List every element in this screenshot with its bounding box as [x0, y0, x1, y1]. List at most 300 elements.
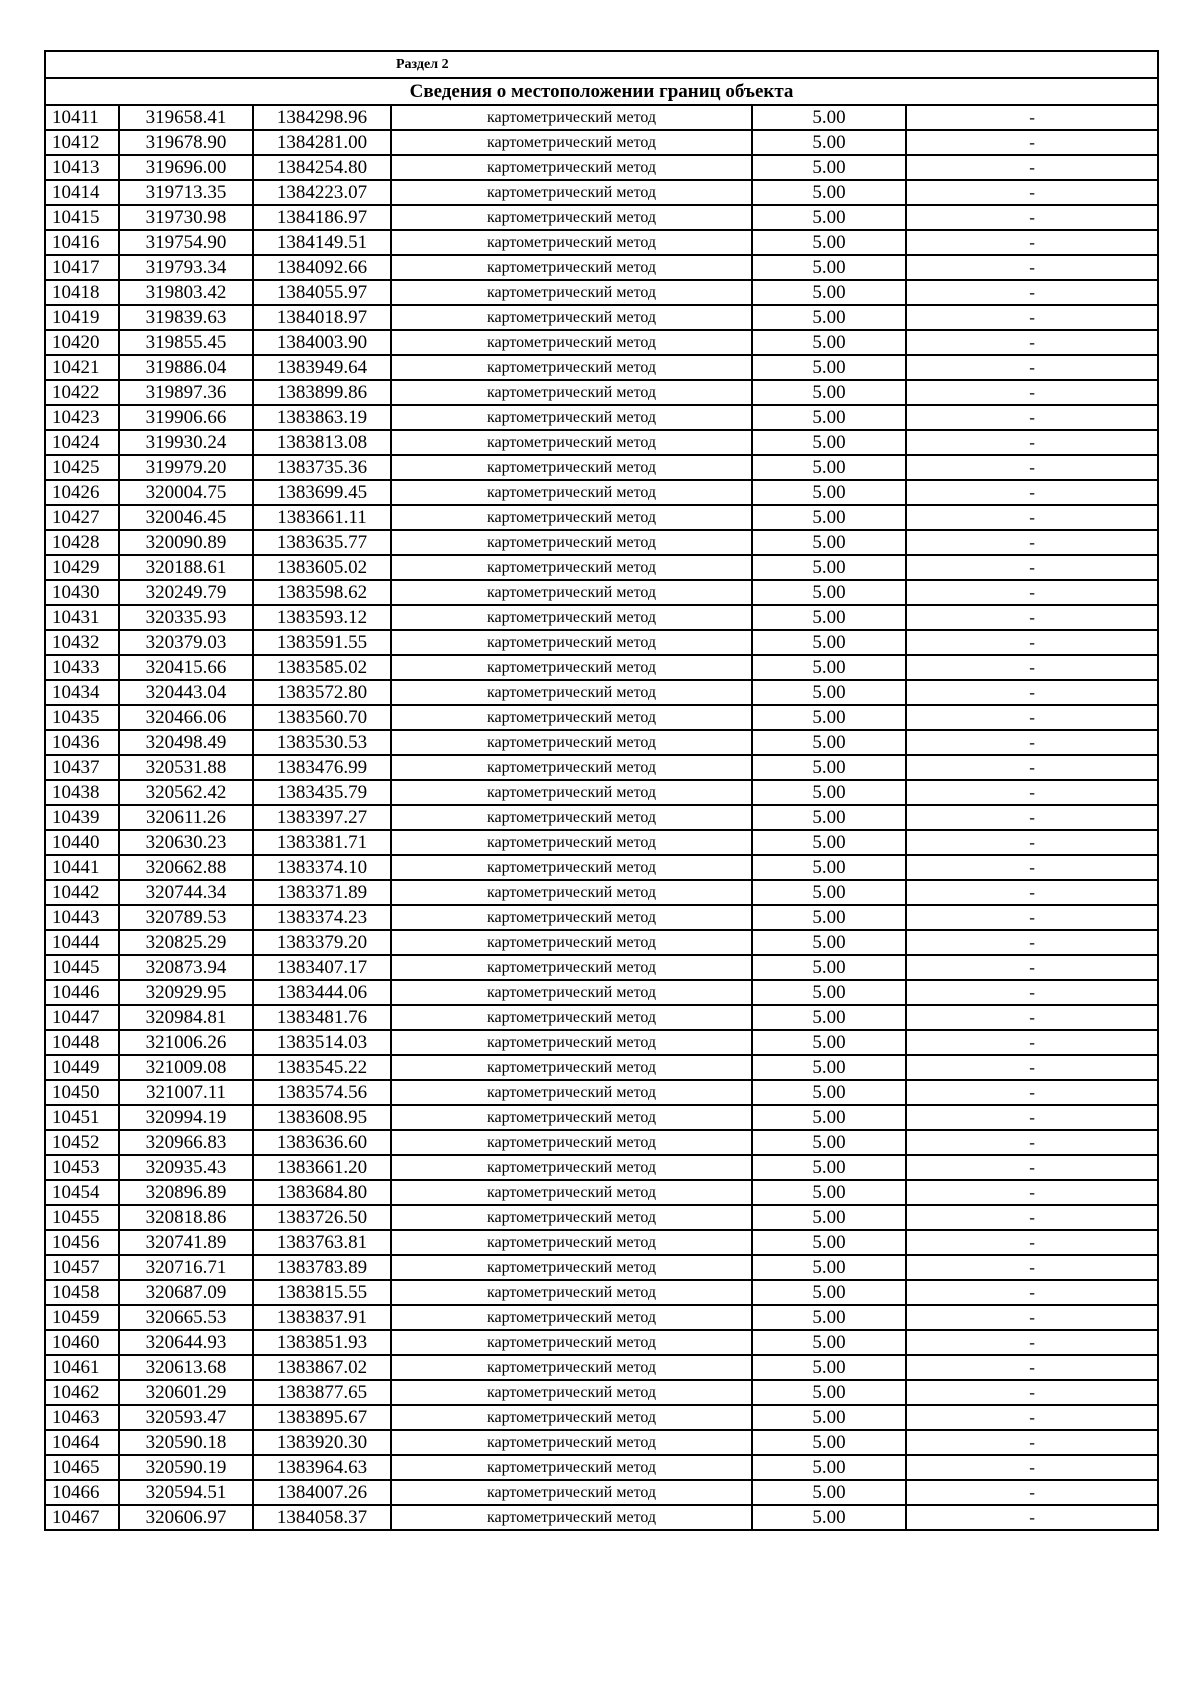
table-row [45, 1405, 1158, 1430]
table-row [45, 855, 1158, 880]
method-cell: картометрический метод [391, 280, 752, 305]
point-number-cell: 10431 [45, 605, 119, 630]
x-coordinate-cell: 320825.29 [119, 930, 253, 955]
x-coordinate-cell: 319930.24 [119, 430, 253, 455]
table-row [45, 830, 1158, 855]
point-number-cell: 10441 [45, 855, 119, 880]
table-row [45, 305, 1158, 330]
table-row [45, 730, 1158, 755]
table-row [45, 1480, 1158, 1505]
point-number-cell: 10451 [45, 1105, 119, 1130]
point-number-cell: 10428 [45, 530, 119, 555]
point-number-cell: 10457 [45, 1255, 119, 1280]
table-row [45, 430, 1158, 455]
point-number-cell: 10464 [45, 1430, 119, 1455]
y-coordinate-cell: 1383899.86 [253, 380, 391, 405]
accuracy-cell: 5.00 [752, 480, 906, 505]
x-coordinate-cell: 320188.61 [119, 555, 253, 580]
x-coordinate-cell: 320593.47 [119, 1405, 253, 1430]
x-coordinate-cell: 320498.49 [119, 730, 253, 755]
method-cell: картометрический метод [391, 1155, 752, 1180]
accuracy-cell: 5.00 [752, 355, 906, 380]
method-cell: картометрический метод [391, 130, 752, 155]
x-coordinate-cell: 320896.89 [119, 1180, 253, 1205]
note-cell: - [906, 1130, 1158, 1155]
method-cell: картометрический метод [391, 505, 752, 530]
x-coordinate-cell: 320590.18 [119, 1430, 253, 1455]
accuracy-cell: 5.00 [752, 855, 906, 880]
point-number-cell: 10417 [45, 255, 119, 280]
y-coordinate-cell: 1383661.20 [253, 1155, 391, 1180]
accuracy-cell: 5.00 [752, 1280, 906, 1305]
note-cell: - [906, 205, 1158, 230]
x-coordinate-cell: 320594.51 [119, 1480, 253, 1505]
method-cell: картометрический метод [391, 1055, 752, 1080]
accuracy-cell: 5.00 [752, 230, 906, 255]
method-cell: картометрический метод [391, 555, 752, 580]
y-coordinate-cell: 1383476.99 [253, 755, 391, 780]
accuracy-cell: 5.00 [752, 605, 906, 630]
method-cell: картометрический метод [391, 980, 752, 1005]
note-cell: - [906, 580, 1158, 605]
note-cell: - [906, 1205, 1158, 1230]
method-cell: картометрический метод [391, 1030, 752, 1055]
method-cell: картометрический метод [391, 1305, 752, 1330]
x-coordinate-cell: 320741.89 [119, 1230, 253, 1255]
point-number-cell: 10433 [45, 655, 119, 680]
y-coordinate-cell: 1383593.12 [253, 605, 391, 630]
method-cell: картометрический метод [391, 930, 752, 955]
method-cell: картометрический метод [391, 105, 752, 130]
method-cell: картометрический метод [391, 1455, 752, 1480]
note-cell: - [906, 355, 1158, 380]
note-cell: - [906, 1355, 1158, 1380]
method-cell: картометрический метод [391, 755, 752, 780]
point-number-cell: 10446 [45, 980, 119, 1005]
accuracy-cell: 5.00 [752, 980, 906, 1005]
point-number-cell: 10453 [45, 1155, 119, 1180]
y-coordinate-cell: 1383574.56 [253, 1080, 391, 1105]
y-coordinate-cell: 1384281.00 [253, 130, 391, 155]
x-coordinate-cell: 321009.08 [119, 1055, 253, 1080]
y-coordinate-cell: 1383591.55 [253, 630, 391, 655]
accuracy-cell: 5.00 [752, 1055, 906, 1080]
table-row [45, 1205, 1158, 1230]
note-cell: - [906, 305, 1158, 330]
note-cell: - [906, 430, 1158, 455]
note-cell: - [906, 1305, 1158, 1330]
y-coordinate-cell: 1383514.03 [253, 1030, 391, 1055]
note-cell: - [906, 1455, 1158, 1480]
accuracy-cell: 5.00 [752, 1255, 906, 1280]
method-cell: картометрический метод [391, 880, 752, 905]
y-coordinate-cell: 1384018.97 [253, 305, 391, 330]
table-row [45, 1505, 1158, 1530]
table-row [45, 930, 1158, 955]
table-row [45, 405, 1158, 430]
accuracy-cell: 5.00 [752, 1080, 906, 1105]
method-cell: картометрический метод [391, 1005, 752, 1030]
x-coordinate-cell: 319855.45 [119, 330, 253, 355]
y-coordinate-cell: 1384223.07 [253, 180, 391, 205]
point-number-cell: 10462 [45, 1380, 119, 1405]
accuracy-cell: 5.00 [752, 1030, 906, 1055]
point-number-cell: 10459 [45, 1305, 119, 1330]
x-coordinate-cell: 320716.71 [119, 1255, 253, 1280]
table-row [45, 955, 1158, 980]
method-cell: картометрический метод [391, 1205, 752, 1230]
note-cell: - [906, 780, 1158, 805]
method-cell: картометрический метод [391, 305, 752, 330]
method-cell: картометрический метод [391, 705, 752, 730]
method-cell: картометрический метод [391, 230, 752, 255]
note-cell: - [906, 1105, 1158, 1130]
accuracy-cell: 5.00 [752, 1005, 906, 1030]
point-number-cell: 10437 [45, 755, 119, 780]
note-cell: - [906, 380, 1158, 405]
accuracy-cell: 5.00 [752, 580, 906, 605]
accuracy-cell: 5.00 [752, 180, 906, 205]
method-cell: картометрический метод [391, 1255, 752, 1280]
accuracy-cell: 5.00 [752, 1230, 906, 1255]
accuracy-cell: 5.00 [752, 1480, 906, 1505]
y-coordinate-cell: 1383545.22 [253, 1055, 391, 1080]
point-number-cell: 10427 [45, 505, 119, 530]
table-row [45, 1280, 1158, 1305]
accuracy-cell: 5.00 [752, 955, 906, 980]
method-cell: картометрический метод [391, 180, 752, 205]
accuracy-cell: 5.00 [752, 530, 906, 555]
point-number-cell: 10429 [45, 555, 119, 580]
x-coordinate-cell: 320935.43 [119, 1155, 253, 1180]
x-coordinate-cell: 320601.29 [119, 1380, 253, 1405]
y-coordinate-cell: 1383815.55 [253, 1280, 391, 1305]
y-coordinate-cell: 1383481.76 [253, 1005, 391, 1030]
note-cell: - [906, 455, 1158, 480]
y-coordinate-cell: 1383407.17 [253, 955, 391, 980]
x-coordinate-cell: 321007.11 [119, 1080, 253, 1105]
y-coordinate-cell: 1383530.53 [253, 730, 391, 755]
method-cell: картометрический метод [391, 830, 752, 855]
y-coordinate-cell: 1383813.08 [253, 430, 391, 455]
y-coordinate-cell: 1383735.36 [253, 455, 391, 480]
method-cell: картометрический метод [391, 480, 752, 505]
y-coordinate-cell: 1384058.37 [253, 1505, 391, 1530]
table-row [45, 105, 1158, 130]
method-cell: картометрический метод [391, 630, 752, 655]
y-coordinate-cell: 1383877.65 [253, 1380, 391, 1405]
table-row [45, 1180, 1158, 1205]
y-coordinate-cell: 1383381.71 [253, 830, 391, 855]
method-cell: картометрический метод [391, 430, 752, 455]
accuracy-cell: 5.00 [752, 330, 906, 355]
note-cell: - [906, 655, 1158, 680]
table-row [45, 780, 1158, 805]
y-coordinate-cell: 1384007.26 [253, 1480, 391, 1505]
point-number-cell: 10416 [45, 230, 119, 255]
x-coordinate-cell: 319754.90 [119, 230, 253, 255]
table-row [45, 1030, 1158, 1055]
method-cell: картометрический метод [391, 1130, 752, 1155]
note-cell: - [906, 705, 1158, 730]
accuracy-cell: 5.00 [752, 905, 906, 930]
point-number-cell: 10419 [45, 305, 119, 330]
table-row [45, 530, 1158, 555]
point-number-cell: 10455 [45, 1205, 119, 1230]
x-coordinate-cell: 319678.90 [119, 130, 253, 155]
y-coordinate-cell: 1383726.50 [253, 1205, 391, 1230]
method-cell: картометрический метод [391, 780, 752, 805]
note-cell: - [906, 680, 1158, 705]
point-number-cell: 10438 [45, 780, 119, 805]
note-cell: - [906, 1055, 1158, 1080]
x-coordinate-cell: 320611.26 [119, 805, 253, 830]
method-cell: картометрический метод [391, 1405, 752, 1430]
accuracy-cell: 5.00 [752, 730, 906, 755]
table-row [45, 805, 1158, 830]
note-cell: - [906, 955, 1158, 980]
table-row [45, 255, 1158, 280]
method-cell: картометрический метод [391, 355, 752, 380]
accuracy-cell: 5.00 [752, 880, 906, 905]
x-coordinate-cell: 319730.98 [119, 205, 253, 230]
y-coordinate-cell: 1384298.96 [253, 105, 391, 130]
method-cell: картометрический метод [391, 580, 752, 605]
method-cell: картометрический метод [391, 1480, 752, 1505]
method-cell: картометрический метод [391, 905, 752, 930]
method-cell: картометрический метод [391, 255, 752, 280]
point-number-cell: 10423 [45, 405, 119, 430]
x-coordinate-cell: 320630.23 [119, 830, 253, 855]
x-coordinate-cell: 320665.53 [119, 1305, 253, 1330]
x-coordinate-cell: 320687.09 [119, 1280, 253, 1305]
point-number-cell: 10461 [45, 1355, 119, 1380]
heading-row [45, 78, 1158, 105]
note-cell: - [906, 1005, 1158, 1030]
accuracy-cell: 5.00 [752, 1305, 906, 1330]
method-cell: картометрический метод [391, 1180, 752, 1205]
point-number-cell: 10458 [45, 1280, 119, 1305]
point-number-cell: 10422 [45, 380, 119, 405]
method-cell: картометрический метод [391, 330, 752, 355]
accuracy-cell: 5.00 [752, 555, 906, 580]
point-number-cell: 10447 [45, 1005, 119, 1030]
y-coordinate-cell: 1383783.89 [253, 1255, 391, 1280]
note-cell: - [906, 1505, 1158, 1530]
point-number-cell: 10449 [45, 1055, 119, 1080]
x-coordinate-cell: 320466.06 [119, 705, 253, 730]
x-coordinate-cell: 321006.26 [119, 1030, 253, 1055]
accuracy-cell: 5.00 [752, 930, 906, 955]
method-cell: картометрический метод [391, 455, 752, 480]
x-coordinate-cell: 320443.04 [119, 680, 253, 705]
point-number-cell: 10421 [45, 355, 119, 380]
table-row [45, 230, 1158, 255]
y-coordinate-cell: 1383605.02 [253, 555, 391, 580]
y-coordinate-cell: 1383374.10 [253, 855, 391, 880]
accuracy-cell: 5.00 [752, 205, 906, 230]
table-row [45, 1355, 1158, 1380]
accuracy-cell: 5.00 [752, 830, 906, 855]
table-row [45, 1005, 1158, 1030]
note-cell: - [906, 130, 1158, 155]
point-number-cell: 10448 [45, 1030, 119, 1055]
x-coordinate-cell: 320004.75 [119, 480, 253, 505]
note-cell: - [906, 1380, 1158, 1405]
y-coordinate-cell: 1383636.60 [253, 1130, 391, 1155]
point-number-cell: 10414 [45, 180, 119, 205]
table-row [45, 1430, 1158, 1455]
y-coordinate-cell: 1383661.11 [253, 505, 391, 530]
note-cell: - [906, 530, 1158, 555]
x-coordinate-cell: 320606.97 [119, 1505, 253, 1530]
table-row [45, 605, 1158, 630]
y-coordinate-cell: 1383863.19 [253, 405, 391, 430]
note-cell: - [906, 730, 1158, 755]
table-row [45, 1105, 1158, 1130]
y-coordinate-cell: 1383608.95 [253, 1105, 391, 1130]
note-cell: - [906, 1080, 1158, 1105]
x-coordinate-cell: 319906.66 [119, 405, 253, 430]
y-coordinate-cell: 1383837.91 [253, 1305, 391, 1330]
y-coordinate-cell: 1384186.97 [253, 205, 391, 230]
accuracy-cell: 5.00 [752, 430, 906, 455]
y-coordinate-cell: 1384003.90 [253, 330, 391, 355]
table-row [45, 1080, 1158, 1105]
point-number-cell: 10424 [45, 430, 119, 455]
method-cell: картометрический метод [391, 680, 752, 705]
x-coordinate-cell: 320966.83 [119, 1130, 253, 1155]
point-number-cell: 10456 [45, 1230, 119, 1255]
section-label: Раздел 2 [45, 51, 1158, 78]
point-number-cell: 10444 [45, 930, 119, 955]
point-number-cell: 10435 [45, 705, 119, 730]
y-coordinate-cell: 1383444.06 [253, 980, 391, 1005]
note-cell: - [906, 905, 1158, 930]
y-coordinate-cell: 1384055.97 [253, 280, 391, 305]
note-cell: - [906, 1030, 1158, 1055]
y-coordinate-cell: 1383435.79 [253, 780, 391, 805]
table-row [45, 155, 1158, 180]
x-coordinate-cell: 320415.66 [119, 655, 253, 680]
method-cell: картометрический метод [391, 1080, 752, 1105]
x-coordinate-cell: 319658.41 [119, 105, 253, 130]
method-cell: картометрический метод [391, 1330, 752, 1355]
point-number-cell: 10450 [45, 1080, 119, 1105]
table-row [45, 355, 1158, 380]
accuracy-cell: 5.00 [752, 780, 906, 805]
y-coordinate-cell: 1383635.77 [253, 530, 391, 555]
accuracy-cell: 5.00 [752, 1130, 906, 1155]
point-number-cell: 10460 [45, 1330, 119, 1355]
point-number-cell: 10442 [45, 880, 119, 905]
point-number-cell: 10443 [45, 905, 119, 930]
point-number-cell: 10439 [45, 805, 119, 830]
accuracy-cell: 5.00 [752, 1105, 906, 1130]
point-number-cell: 10430 [45, 580, 119, 605]
table-row [45, 1055, 1158, 1080]
table-row [45, 655, 1158, 680]
note-cell: - [906, 1405, 1158, 1430]
point-number-cell: 10445 [45, 955, 119, 980]
method-cell: картометрический метод [391, 730, 752, 755]
note-cell: - [906, 330, 1158, 355]
point-number-cell: 10454 [45, 1180, 119, 1205]
x-coordinate-cell: 320249.79 [119, 580, 253, 605]
note-cell: - [906, 280, 1158, 305]
x-coordinate-cell: 319793.34 [119, 255, 253, 280]
x-coordinate-cell: 319886.04 [119, 355, 253, 380]
method-cell: картометрический метод [391, 605, 752, 630]
table-row [45, 630, 1158, 655]
accuracy-cell: 5.00 [752, 1355, 906, 1380]
accuracy-cell: 5.00 [752, 655, 906, 680]
x-coordinate-cell: 319696.00 [119, 155, 253, 180]
table-row [45, 980, 1158, 1005]
method-cell: картометрический метод [391, 855, 752, 880]
y-coordinate-cell: 1383397.27 [253, 805, 391, 830]
note-cell: - [906, 1280, 1158, 1305]
note-cell: - [906, 105, 1158, 130]
method-cell: картометрический метод [391, 805, 752, 830]
point-number-cell: 10467 [45, 1505, 119, 1530]
accuracy-cell: 5.00 [752, 1380, 906, 1405]
accuracy-cell: 5.00 [752, 105, 906, 130]
point-number-cell: 10432 [45, 630, 119, 655]
point-number-cell: 10425 [45, 455, 119, 480]
point-number-cell: 10440 [45, 830, 119, 855]
accuracy-cell: 5.00 [752, 280, 906, 305]
accuracy-cell: 5.00 [752, 455, 906, 480]
boundary-coordinates-table [44, 50, 1159, 1531]
method-cell: картометрический метод [391, 955, 752, 980]
x-coordinate-cell: 320046.45 [119, 505, 253, 530]
x-coordinate-cell: 319803.42 [119, 280, 253, 305]
table-row [45, 455, 1158, 480]
x-coordinate-cell: 320090.89 [119, 530, 253, 555]
note-cell: - [906, 255, 1158, 280]
y-coordinate-cell: 1383379.20 [253, 930, 391, 955]
x-coordinate-cell: 320590.19 [119, 1455, 253, 1480]
table-row [45, 905, 1158, 930]
accuracy-cell: 5.00 [752, 805, 906, 830]
note-cell: - [906, 405, 1158, 430]
note-cell: - [906, 1180, 1158, 1205]
y-coordinate-cell: 1383684.80 [253, 1180, 391, 1205]
table-row [45, 1255, 1158, 1280]
point-number-cell: 10420 [45, 330, 119, 355]
accuracy-cell: 5.00 [752, 1405, 906, 1430]
x-coordinate-cell: 320818.86 [119, 1205, 253, 1230]
method-cell: картометрический метод [391, 155, 752, 180]
table-row [45, 555, 1158, 580]
table-row [45, 1230, 1158, 1255]
x-coordinate-cell: 320335.93 [119, 605, 253, 630]
method-cell: картометрический метод [391, 1505, 752, 1530]
accuracy-cell: 5.00 [752, 505, 906, 530]
accuracy-cell: 5.00 [752, 405, 906, 430]
point-number-cell: 10434 [45, 680, 119, 705]
point-number-cell: 10465 [45, 1455, 119, 1480]
y-coordinate-cell: 1383867.02 [253, 1355, 391, 1380]
method-cell: картометрический метод [391, 1430, 752, 1455]
y-coordinate-cell: 1383560.70 [253, 705, 391, 730]
method-cell: картометрический метод [391, 1380, 752, 1405]
point-number-cell: 10413 [45, 155, 119, 180]
point-number-cell: 10412 [45, 130, 119, 155]
x-coordinate-cell: 319897.36 [119, 380, 253, 405]
method-cell: картометрический метод [391, 380, 752, 405]
